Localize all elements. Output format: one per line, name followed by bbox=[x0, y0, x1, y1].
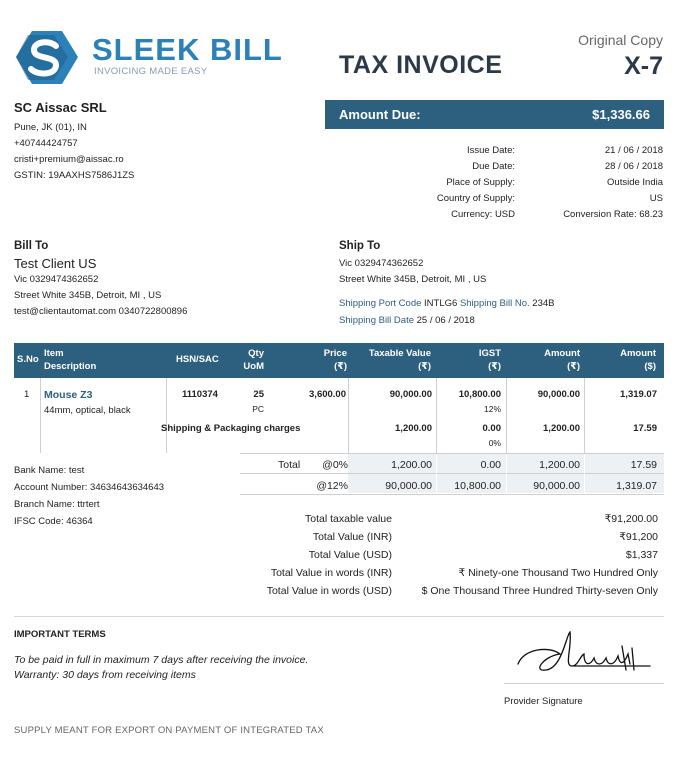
terms-line-payment: To be paid in full in maximum 7 days after receiving the invoice. bbox=[14, 654, 309, 666]
summary-taxable: 90,000.00 bbox=[385, 480, 432, 492]
ifsc-row bbox=[14, 516, 93, 527]
shipping-port-value: INTLG6 bbox=[424, 298, 458, 309]
summary-rate: @12% bbox=[316, 480, 348, 492]
place-of-supply-label: Place of Supply: bbox=[446, 177, 515, 188]
shipping-bill-label: Shipping Bill No. bbox=[459, 298, 530, 309]
col-hsn: HSN/SAC bbox=[176, 354, 219, 365]
country-of-supply-label: Country of Supply: bbox=[436, 193, 515, 204]
item-hsn: 1110374 bbox=[182, 389, 218, 400]
col-qty: Qty bbox=[248, 348, 264, 359]
invoice-number: X-7 bbox=[624, 52, 663, 80]
signature-line bbox=[504, 683, 664, 684]
summary-amount-usd: 1,319.07 bbox=[616, 480, 657, 492]
grid-line bbox=[348, 378, 349, 453]
shipping-taxable: 1,200.00 bbox=[395, 423, 432, 434]
shipping-port-row bbox=[339, 298, 554, 309]
branch-name-label: Branch Name: bbox=[14, 499, 75, 510]
total-words-usd-value: $ One Thousand Three Hundred Thirty-seven Only bbox=[421, 585, 658, 597]
account-number-row bbox=[14, 482, 164, 493]
bill-to-address: Street White 345B, Detroit, MI , US bbox=[14, 290, 162, 301]
grid-line bbox=[506, 378, 507, 453]
col-amount-usd-unit: ($) bbox=[644, 361, 656, 372]
summary-igst: 10,800.00 bbox=[454, 480, 501, 492]
total-words-inr-label: Total Value in words (INR) bbox=[270, 567, 392, 579]
grid-line bbox=[584, 454, 585, 494]
seller-email: cristi+premium@aissac.ro bbox=[14, 154, 124, 165]
shipping-port-label: Shipping Port Code bbox=[339, 298, 422, 309]
total-taxable-value: ₹91,200.00 bbox=[604, 513, 658, 525]
bill-to-contact: Vic 0329474362652 bbox=[14, 274, 99, 285]
grid-line bbox=[40, 378, 41, 453]
ship-to-heading: Ship To bbox=[339, 240, 381, 252]
item-description: 44mm, optical, black bbox=[44, 405, 131, 416]
col-taxable-unit: (₹) bbox=[418, 361, 431, 372]
signature-image bbox=[514, 626, 654, 678]
currency-label: Currency: USD bbox=[451, 209, 515, 220]
country-of-supply-value: US bbox=[649, 193, 663, 204]
grid-line bbox=[166, 378, 167, 453]
branch-name-row bbox=[14, 499, 100, 510]
ship-to-contact: Vic 0329474362652 bbox=[339, 258, 424, 269]
bill-to-name: Test Client US bbox=[14, 256, 97, 271]
conversion-rate: Conversion Rate: 68.23 bbox=[563, 209, 663, 220]
col-igst: IGST bbox=[478, 348, 501, 359]
col-sno: S.No bbox=[17, 354, 39, 365]
item-uom: PC bbox=[252, 404, 264, 414]
ship-to-address: Street White 345B, Detroit, MI , US bbox=[339, 274, 487, 285]
total-inr-value: ₹91,200 bbox=[619, 531, 658, 543]
ifsc-label: IFSC Code: bbox=[14, 516, 64, 527]
col-price-unit: (₹) bbox=[334, 361, 347, 372]
terms-heading: IMPORTANT TERMS bbox=[14, 629, 106, 640]
branch-name-value: ttrtert bbox=[77, 499, 100, 510]
shipping-bill-value: 234B bbox=[532, 298, 555, 309]
summary-amount-inr: 90,000.00 bbox=[533, 480, 580, 492]
bank-name-row bbox=[14, 465, 84, 476]
place-of-supply-value: Outside India bbox=[607, 177, 663, 188]
shipping-date-row bbox=[339, 315, 475, 326]
seller-gstin: GSTIN: 19AAXHS7586J1ZS bbox=[14, 170, 135, 181]
terms-line-warranty: Warranty: 30 days from receiving items bbox=[14, 669, 196, 681]
export-note: SUPPLY MEANT FOR EXPORT ON PAYMENT OF INTEGRATED TAX bbox=[14, 725, 324, 736]
logo-icon bbox=[14, 29, 80, 86]
bank-name-label: Bank Name: bbox=[14, 465, 67, 476]
account-number-label: Account Number: bbox=[14, 482, 88, 493]
grid-line bbox=[584, 378, 585, 453]
col-amount-inr: Amount bbox=[544, 348, 580, 359]
shipping-bill-date-value: 25 / 06 / 2018 bbox=[416, 315, 475, 326]
shipping-igst: 0.00 bbox=[482, 423, 501, 434]
issue-date-label: Issue Date: bbox=[466, 145, 515, 156]
col-price: Price bbox=[323, 348, 347, 359]
shipping-bill-date-label: Shipping Bill Date bbox=[339, 315, 414, 326]
due-date-value: 28 / 06 / 2018 bbox=[604, 161, 663, 172]
seller-name: SC Aissac SRL bbox=[14, 100, 107, 115]
bank-name-value: test bbox=[68, 465, 85, 476]
seller-phone: +40744424757 bbox=[14, 138, 78, 149]
col-item: Item bbox=[44, 348, 64, 359]
item-igst-rate: 12% bbox=[483, 404, 501, 414]
grid-line bbox=[436, 454, 437, 494]
issue-date-value: 21 / 06 / 2018 bbox=[604, 145, 663, 156]
total-words-usd-label: Total Value in words (USD) bbox=[266, 585, 392, 597]
shipping-igst-rate: 0% bbox=[488, 438, 501, 448]
ifsc-value: 46364 bbox=[66, 516, 93, 527]
total-words-inr-value: ₹ Ninety-one Thousand Two Hundred Only bbox=[458, 567, 658, 579]
summary-taxable: 1,200.00 bbox=[391, 459, 432, 471]
col-description: Description bbox=[44, 361, 97, 372]
summary-rate: @0% bbox=[322, 459, 348, 471]
total-inr-label: Total Value (INR) bbox=[312, 531, 392, 543]
item-igst: 10,800.00 bbox=[458, 389, 501, 400]
item-qty: 25 bbox=[253, 389, 264, 400]
item-sno: 1 bbox=[24, 389, 30, 400]
item-price: 3,600.00 bbox=[309, 389, 346, 400]
col-uom: UoM bbox=[243, 361, 264, 372]
bill-to-email: test@clientautomat.com 0340722800896 bbox=[14, 306, 188, 317]
item-taxable: 90,000.00 bbox=[389, 389, 432, 400]
summary-amount-inr: 1,200.00 bbox=[539, 459, 580, 471]
signature-label: Provider Signature bbox=[504, 696, 583, 707]
items-table-header bbox=[14, 343, 664, 378]
due-date-label: Due Date: bbox=[472, 161, 515, 172]
shipping-label: Shipping & Packaging charges bbox=[161, 423, 301, 434]
col-amount-inr-unit: (₹) bbox=[567, 361, 580, 372]
amount-due-value: $1,336.66 bbox=[592, 107, 650, 122]
total-usd-value: $1,337 bbox=[625, 549, 658, 561]
brand-name: SLEEK BILL bbox=[92, 32, 283, 67]
col-amount-usd: Amount bbox=[620, 348, 656, 359]
amount-due-bar bbox=[325, 100, 664, 129]
item-name: Mouse Z3 bbox=[44, 389, 93, 401]
col-taxable: Taxable Value bbox=[368, 348, 431, 359]
section-divider bbox=[14, 616, 664, 617]
document-title: TAX INVOICE bbox=[339, 51, 503, 79]
item-amount-usd: 1,319.07 bbox=[620, 389, 657, 400]
bill-to-heading: Bill To bbox=[14, 240, 49, 252]
summary-amount-usd: 17.59 bbox=[630, 459, 657, 471]
brand-tagline: INVOICING MADE EASY bbox=[94, 66, 208, 77]
shipping-amount-inr: 1,200.00 bbox=[543, 423, 580, 434]
summary-divider bbox=[240, 494, 664, 495]
grid-line bbox=[436, 378, 437, 453]
col-igst-unit: (₹) bbox=[488, 361, 501, 372]
account-number-value: 34634643634643 bbox=[90, 482, 165, 493]
shipping-amount-usd: 17.59 bbox=[633, 423, 657, 434]
grid-line bbox=[506, 454, 507, 494]
copy-label: Original Copy bbox=[578, 32, 663, 48]
total-usd-label: Total Value (USD) bbox=[308, 549, 392, 561]
total-taxable-label: Total taxable value bbox=[305, 513, 392, 525]
summary-total-label: Total bbox=[278, 459, 301, 471]
item-amount-inr: 90,000.00 bbox=[537, 389, 580, 400]
seller-address: Pune, JK (01), IN bbox=[14, 122, 87, 133]
amount-due-label: Amount Due: bbox=[339, 107, 421, 122]
summary-igst: 0.00 bbox=[480, 459, 501, 471]
